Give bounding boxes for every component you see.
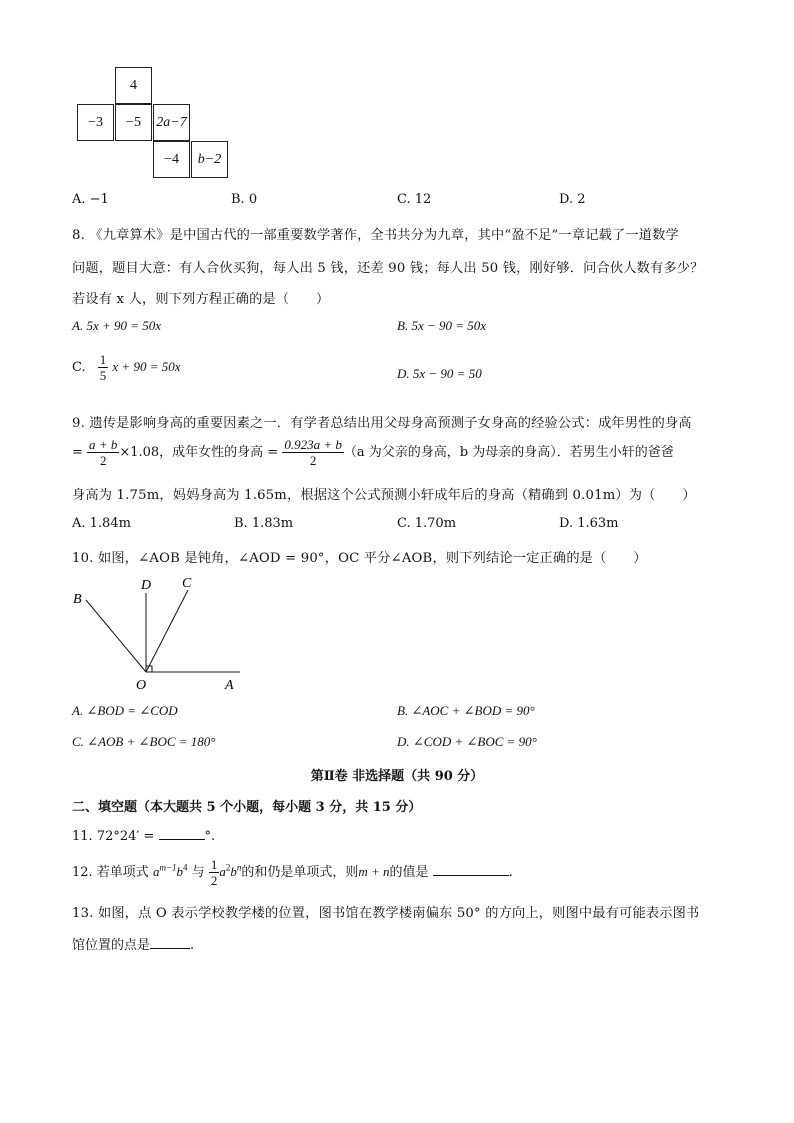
ray-ob [86,600,146,672]
q13-blank[interactable] [150,948,190,949]
label-c: C [182,576,192,591]
q9-option-c: C. 1.70m [397,516,457,531]
label-a: A [225,678,234,693]
net-cell-mid-1: −3 [77,104,114,141]
q10-option-c: C. ∠AOB + ∠BOC = 180° [72,734,216,749]
label-o: O [136,678,147,693]
q9-option-d: D. 1.63m [559,516,619,531]
q9-option-a: A. 1.84m [72,516,131,531]
q8-option-d: D. 5x − 90 = 50 [397,366,482,381]
net-cell-top: 4 [115,67,152,104]
ray-oc [146,590,188,672]
q7-option-c: C. 12 [397,192,432,207]
q10-stem: 10. 如图，∠AOB 是钝角，∠AOD = 90°，OC 平分∠AOB，则下列结论一定正确的是（ ） [72,551,647,566]
q9-fraction-male: $\frac{a + b}{2}$ [89,437,118,468]
q12-blank[interactable] [433,875,509,876]
net-cell-mid-2: −5 [115,104,152,141]
q8-option-c-label: C. [72,360,86,375]
q10-option-b: B. ∠AOC + ∠BOD = 90° [397,703,535,718]
q7-option-d: D. 2 [559,192,586,207]
q8-option-a: A. 5x + 90 = 50x [72,318,162,333]
net-cell-bottom-1: −4 [153,141,190,178]
q13-line-2: 馆位置的点是 . [72,938,195,953]
q8-fraction: $\frac{1}{5}$ [99,352,107,383]
q7-option-a: A. −1 [72,192,109,207]
q10-option-a: A. ∠BOD = ∠COD [72,703,178,718]
net-cell-mid-3: 2a−7 [153,104,190,141]
q8-stem-line-2: 问题，题目大意：有人合伙买狗，每人出 5 钱，还差 90 钱；每人出 50 钱，刚好够．问合伙人数有多少？ [72,261,704,276]
q8-stem-line-3: 若设有 x 人，则下列方程正确的是（ ） [72,292,330,307]
q12-half-fraction: $\frac{1}{2}$ [210,857,218,888]
q8-option-c: C. $\frac{1}{5}$ x + 90 = 50x [72,352,181,383]
q11-blank[interactable] [159,839,205,840]
q9-fraction-female: $\frac{0.923a + b}{2}$ [284,437,342,468]
q9-stem-line-3: 身高为 1.75m，妈妈身高为 1.65m，根据这个公式预测小轩成年后的身高（精确到 0.01m）为（ ） [72,488,696,503]
q11: 11. 72°24′ = °. [72,829,216,844]
section-title: 第Ⅱ卷 非选择题（共 90 分） [310,769,484,784]
q9-stem-line-2: = $\frac{a + b}{2}$ ×1.08，成年女性的身高 = $\frac{0.923a + b}{2}$ （a 为父亲的身高，b 为母亲的身高）．若男生小轩的爸爸 [72,437,674,468]
net-cell-bottom-2: b−2 [191,141,228,178]
angle-diagram [70,574,250,694]
q7-option-b: B. 0 [231,192,258,207]
label-d: D [141,578,152,593]
part-heading: 二、填空题（本大题共 5 个小题，每小题 3 分，共 15 分） [72,800,422,815]
q8-stem-line-1: 8. 《九章算术》是中国古代的一部重要数学著作，全书共分为九章，其中“盈不足”一章记载了一道数学 [72,228,679,243]
q12: 12. 若单项式 $a^{m-1}b^4$ 与 $\frac{1}{2}$ $a^2b^n$的和仍是单项式，则m + n的值是 . [72,857,513,888]
q13-line-1: 13. 如图，点 O 表示学校教学楼的位置，图书馆在教学楼南偏东 50° 的方向上，则图中最有可能表示图书 [72,906,700,921]
q9-stem-line-1: 9. 遗传是影响身高的重要因素之一．有学者总结出用父母身高预测子女身高的经验公式：成年男性的身高 [72,416,692,431]
q10-option-d: D. ∠COD + ∠BOC = 90° [397,734,537,749]
q8-option-b: B. 5x − 90 = 50x [397,318,487,333]
q9-option-b: B. 1.83m [234,516,294,531]
label-b: B [73,592,82,607]
